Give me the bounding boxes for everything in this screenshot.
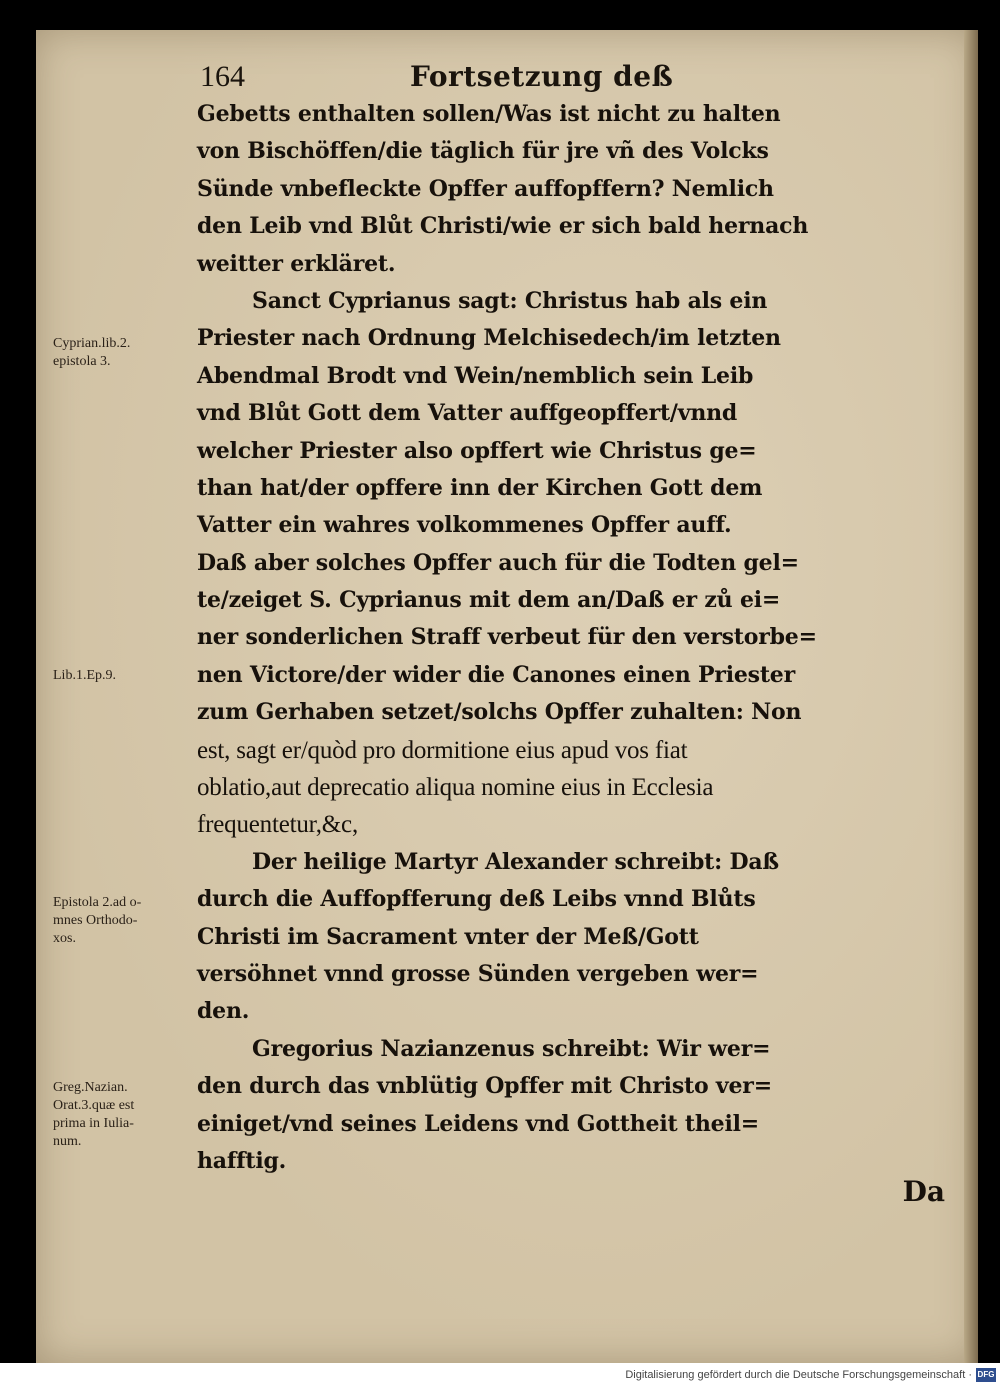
- marginal-note-line: num.: [53, 1134, 82, 1149]
- text-line: zum Gerhaben setzet/solchs Opffer zuhalten: Non: [197, 699, 802, 726]
- text-line: Christi im Sacrament vnter der Meß/Gott: [197, 923, 699, 950]
- running-head: Fortsetzung deß: [410, 60, 674, 93]
- text-line: Abendmal Brodt vnd Wein/nemblich sein Leib: [197, 362, 754, 389]
- dfg-logo-icon: DFG: [976, 1368, 996, 1382]
- catchword: Da: [902, 1175, 945, 1208]
- text-line: est, sagt er/quòd pro dormitione eius apud vos fiat: [197, 736, 688, 764]
- text-line: Der heilige Martyr Alexander schreibt: Daß: [252, 848, 779, 875]
- text-line: durch die Auffopfferung deß Leibs vnnd Blůts: [197, 886, 756, 913]
- text-line: frequentetur,&c,: [197, 811, 358, 839]
- main-text: [197, 96, 887, 1180]
- marginal-note-line: Greg.Nazian.: [53, 1080, 128, 1095]
- marginal-note-line: Cyprian.lib.2.: [53, 336, 131, 351]
- text-line: Priester nach Ordnung Melchisedech/im letzten: [197, 325, 781, 352]
- marginal-note-line: xos.: [53, 931, 76, 946]
- marginal-note-line: prima in Iulia-: [53, 1116, 134, 1131]
- text-line: Sanct Cyprianus sagt: Christus hab als ein: [252, 287, 768, 314]
- marginal-note-line: Epistola 2.ad o-: [53, 895, 142, 910]
- text-line: den durch das vnblütig Opffer mit Christo ver=: [197, 1073, 772, 1100]
- text-line: oblatio,aut deprecatio aliqua nomine eius in Ecclesia: [197, 774, 714, 802]
- page-number: 164: [200, 60, 245, 93]
- page-header: [200, 60, 760, 100]
- dfg-credit: Digitalisierung gefördert durch die Deutsche Forschungsgemeinschaft ·: [625, 1369, 972, 1381]
- page-edge: [964, 30, 978, 1363]
- text-line: Daß aber solches Opffer auch für die Todten gel=: [197, 549, 799, 576]
- text-line: den Leib vnd Blůt Christi/wie er sich bald hernach: [197, 213, 809, 240]
- text-line: Gebetts enthalten sollen/Was ist nicht zu halten: [197, 101, 781, 127]
- text-line: te/zeiget S. Cyprianus mit dem an/Daß er zů ei=: [197, 587, 781, 614]
- text-line: Gregorius Nazianzenus schreibt: Wir wer=: [252, 1035, 771, 1062]
- marginal-note: [53, 894, 203, 948]
- footer-bar: [0, 1363, 1000, 1391]
- marginal-note: [53, 335, 203, 371]
- marginal-note-line: Lib.1.Ep.9.: [53, 668, 116, 683]
- marginal-note-line: mnes Orthodo-: [53, 913, 138, 928]
- text-line: hafftig.: [197, 1147, 287, 1174]
- text-line: einiget/vnd seines Leidens vnd Gottheit theil=: [197, 1110, 760, 1137]
- text-line: versöhnet vnnd grosse Sünden vergeben wer=: [197, 960, 759, 987]
- text-line: welcher Priester also opffert wie Christus ge=: [197, 437, 757, 464]
- text-line: weitter erkläret.: [197, 250, 396, 277]
- marginal-note-line: Orat.3.quæ est: [53, 1098, 135, 1113]
- text-line: von Bischöffen/die täglich für jre vñ des Volcks: [197, 138, 769, 165]
- text-line: nen Victore/der wider die Canones einen Priester: [197, 661, 795, 688]
- text-line: Vatter ein wahres volkommenes Opffer auff.: [197, 512, 732, 539]
- marginal-note: [53, 667, 203, 685]
- text-line: Sünde vnbefleckte Opffer auffopffern? Nemlich: [197, 175, 774, 202]
- marginal-note-line: epistola 3.: [53, 354, 111, 369]
- text-line: than hat/der opffere inn der Kirchen Gott dem: [197, 474, 763, 501]
- marginal-note: [53, 1079, 203, 1151]
- text-line: ner sonderlichen Straff verbeut für den verstorbe=: [197, 624, 817, 651]
- text-line: vnd Blůt Gott dem Vatter auffgeopffert/vnnd: [197, 400, 738, 427]
- text-line: den.: [197, 998, 250, 1025]
